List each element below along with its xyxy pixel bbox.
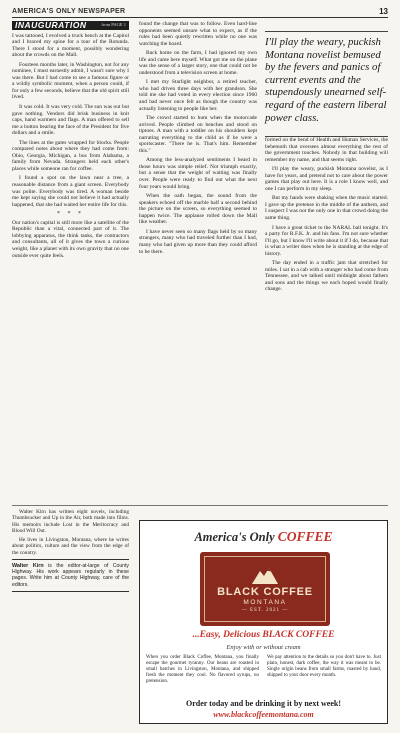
paragraph: The day ended in a traffic jam that stretched for miles. I sat in a cab with a stranger who had come from Tennessee, and we talked until midnight about fathers and sons and the things we each hoped would finally change. — [265, 260, 388, 293]
article-column-2 — [139, 21, 257, 503]
ad-headline-accent: COFFEE — [277, 529, 333, 544]
ad-headline — [140, 529, 387, 545]
author-note-box — [12, 559, 129, 592]
paragraph: Our nation's capital is still more like a satellite of the Republic than a vital, connected part of it. The lobbying apparatus, the think tanks, the contractors and consultants, all of it gives the town a curious weight, like a planet with its own gravity that no one outside ever quite feels. — [12, 219, 129, 259]
brand-logo — [200, 552, 330, 626]
brand-region: MONTANA — [243, 598, 287, 606]
article-column-1 — [12, 21, 129, 503]
paragraph: found the change that was to follow. Even hard-line opponents seemed unsure what to expect, as if the rules had been quietly rewritten while no one was watching the board. — [139, 21, 257, 47]
ad-tag: ...Easy, Delicious BLACK COFFEE — [192, 630, 335, 640]
ad-body-right: We pay attention to the details so you don't have to. Just plain, honest, dark coffee, the way it was meant to be. Single origin beans from small farms, roasted by hand, shipped to your door every month. — [267, 655, 381, 679]
ad-body-left: When you order Black Coffee, Montana, you finally escape the gourmet tyranny. Our beans are roasted in small batches in Livingston, Montana, and shipped fresh the moment they cool. No flavored syrups, no pretension. — [146, 655, 259, 685]
brand-established: — EST. 2021 — — [241, 607, 289, 613]
ad-tagline: Enjoy with or without cream — [226, 644, 301, 651]
paragraph: Among the less-analyzed sentiments I heard in those hours was simple relief. Not triumph exactly, but a sense that the weight of waiting was finally over. People were ready to find out what the next four years would bring. — [139, 157, 257, 190]
paragraph: Back home on the farm, I had ignored my own life and came here myself. What got me on the plane was the sense of a larger story, one that could not be understood from a television screen at home. — [139, 50, 257, 76]
kicker-title: INAUGURATION — [15, 21, 87, 30]
paragraph: formed on the bend of Health and Human Services, the behemoth that oversees almost everything the rest of the government touches. Nobody in that building will remember my name, and that seems right. — [265, 137, 388, 163]
paragraph: I have a great ticket to the NARAL ball tonight. It's a party for R.F.K. Jr. and his fans. I'm not sure whether I'll go, but I know I'll write about it if I do, because that is what a writer does when he is standing at the edge of history. — [265, 224, 388, 257]
coffee-advertisement[interactable] — [139, 520, 388, 724]
page-number: 13 — [379, 6, 388, 16]
article-column-3 — [265, 137, 388, 503]
ad-call-to-action: Order today and be drinking it by next week! — [186, 699, 341, 708]
section-kicker — [12, 21, 129, 30]
author-name: Walter Kirn — [12, 563, 44, 570]
paragraph: I was tattooed, I evolved a truck bench at the Capitol and I braced my spine for a tour of the Rotunda. There I stood for a moment, possibly wondering about the crowds on the Mall. — [12, 32, 129, 59]
section-name: AMERICA'S ONLY NEWSPAPER — [12, 7, 126, 15]
paragraph: It was cold. It was very cold. The sun was out but gave nothing. Vendors did brisk business in knit caps, hand warmers and flags. A man offered to sell me a button bearing the face of the President for five dollars and a smile. — [12, 104, 129, 137]
pull-quote: I'll play the weary, puckish Montana novelist bemused by the fevers and panics of current events and the stupendously unearned self-regard of the eastern liberal power class. — [265, 31, 388, 137]
brand-name: BLACK COFFEE — [217, 585, 313, 598]
section-divider — [12, 505, 388, 506]
continued-from: from PAGE 1 — [101, 22, 126, 27]
paragraph: Walter Kirn has written eight novels, including Thumbsucker and Up in the Air, both made into films. His memoirs include Lost in the Meritocracy and Blood Will Out. — [12, 509, 129, 534]
page-header — [12, 6, 388, 16]
mountain-icon — [252, 566, 278, 584]
paragraph: When the oath began, the sound from the speakers echoed off the marble half a second behind the picture on the screen, so everything seemed to happen twice. The applause rolled down the Mall like weather. — [139, 193, 257, 226]
header-rule — [12, 17, 388, 18]
author-bio — [12, 509, 129, 725]
paragraph: I have never seen so many flags held by so many strangers, many who had traveled further than I had, many who had given up more than they could afford to be there. — [139, 228, 257, 255]
paragraph: The crowd started to hum when the motorcade arrived. People climbed on benches and stood on tiptoes. A man with a toddler on his shoulders kept narrating everything to the child as if he were a sportscaster. "There he is. That's him. Remember this." — [139, 115, 257, 154]
ad-headline-prefix: America's Only — [194, 530, 278, 544]
paragraph: He lives in Livingston, Montana, where he writes about politics, culture and the view from the edge of the country. — [12, 537, 129, 556]
paragraph: Fourteen months later, in Washington, not for any nominee, I must earnestly admit, I wasn't sure why I was there. But I had come to see a famous figure or a wildly symbolic moment, when a person could, if for only a few seconds, believe that the old spirit still lived. — [12, 61, 129, 101]
ad-website-link[interactable]: www.blackcoffeemontana.com — [213, 710, 314, 719]
section-break: * * * — [57, 211, 84, 218]
paragraph: The lines at the gates wrapped for blocks. People compared notes about where they had come from: Ohio, Georgia, Michigan, a bus from Alabama, a family from Nevada. Strangers held each other's places while someone ran for coffee. — [12, 139, 129, 172]
author-note-text: is the editor-at-large of County Highway. His work appears regularly in these pages. Write him at County Highway, care of the editors. — [12, 563, 129, 588]
brand-logo-frame — [204, 556, 326, 622]
paragraph: I met my Starlight neighbor, a retired teacher, who had driven three days with her grandson. She told me she had voted in every election since 1960 and had never once felt as though the country was actually listening to people like her. — [139, 79, 257, 112]
paragraph: But my hands were shaking when the music started. I gave up the pretense in the middle of the anthem, and I suspect I was not the only one in that crowd doing the same thing. — [265, 195, 388, 222]
paragraph: I'll play the weary, puckish Montana novelist, as I have for years, and pretend not to care about the power games that play out here. It is a role I know well, and one I can perform in my sleep. — [265, 166, 388, 192]
paragraph: I found a spot on the lawn near a tree, a reasonable distance from a giant screen. Everybody was polite. Everybody was tired. A woman beside me kept saying she could not believe it had actually happened, that she had waited her entire life for this. — [12, 175, 129, 208]
